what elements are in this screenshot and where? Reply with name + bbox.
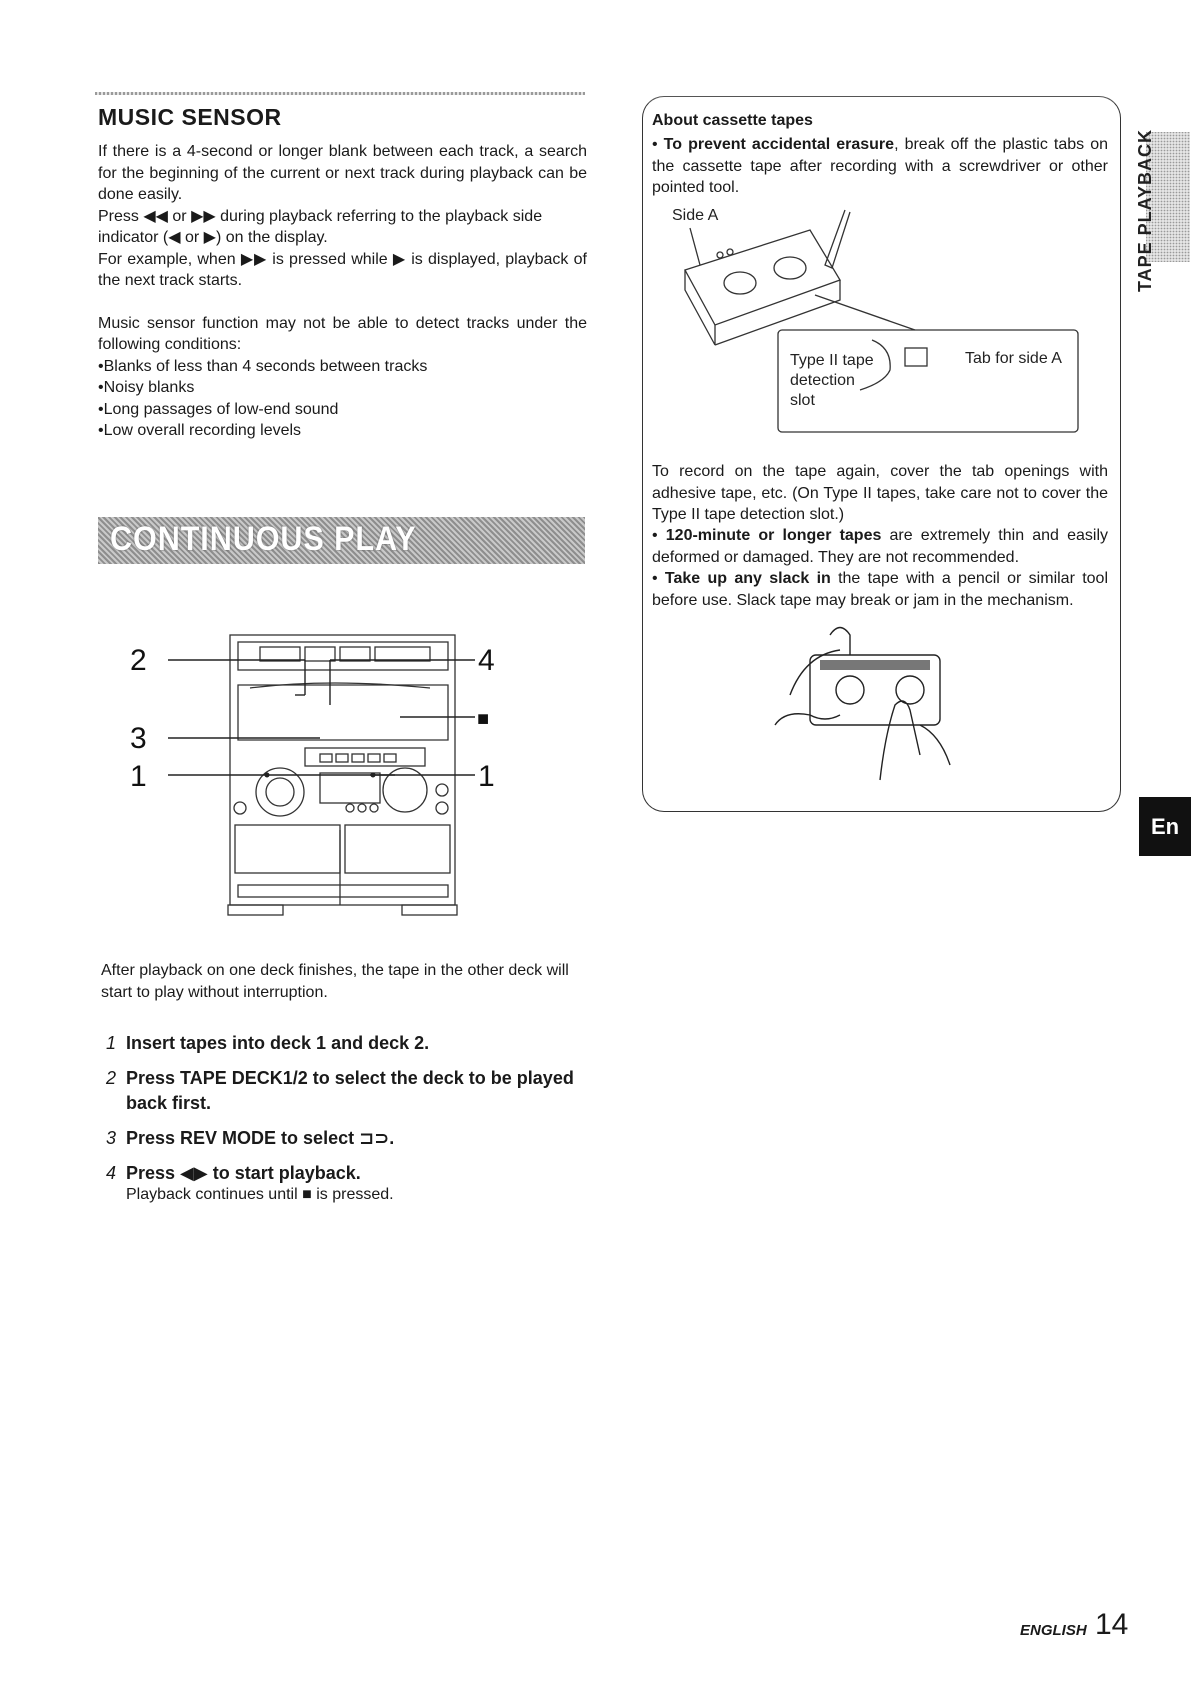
bullet-3-bold: Take up any slack in: [664, 570, 831, 587]
music-sensor-heading: MUSIC SENSOR: [98, 104, 282, 130]
list-item: • Long passages of low-end sound: [98, 399, 587, 421]
step-1: [106, 1031, 592, 1056]
music-sensor-body: [98, 141, 587, 442]
screwdriver-icon: [825, 210, 850, 268]
callout-stop: ■: [477, 708, 490, 730]
unit-body: [230, 635, 455, 905]
step-text: Press TAPE DECK1/2 to select the deck to be played back first.: [126, 1068, 574, 1113]
music-sensor-para4: Music sensor function may not be able to detect tracks under the following conditions:: [98, 314, 587, 353]
step-number: 4: [106, 1163, 117, 1183]
bullet-1-rest: , break off the plastic tabs on the cassette tape after recording with a screwdriver or other pointed tool.: [652, 136, 1108, 196]
stereo-unit-illustration: [130, 630, 550, 930]
step-4: [106, 1161, 592, 1186]
callout-2: 2: [130, 644, 147, 677]
music-sensor-para1: If there is a 4-second or longer blank between each track, a search for the beginning of the current or next track during playback can be done easily.: [98, 143, 587, 203]
step-number: 3: [106, 1128, 117, 1148]
step-number: 2: [106, 1068, 117, 1088]
list-item: • Noisy blanks: [98, 377, 587, 399]
cassette-body: [685, 230, 840, 325]
label-detection: detection: [790, 372, 855, 389]
deck-1: [235, 825, 340, 873]
bullet-3-rest: the tape with a pencil or similar tool before use. Slack tape may break or jam in the mechanism.: [652, 570, 1108, 609]
step-text: Press REV MODE to select ⊐⊃.: [126, 1128, 395, 1148]
bullet-2-rest: are extremely thin and easily deformed or damaged. They are not recommended.: [652, 527, 1109, 566]
conditions-list: [98, 356, 587, 442]
callout-4: 4: [478, 644, 495, 677]
continuous-play-heading: CONTINUOUS PLAY: [110, 520, 417, 558]
label-tab-side-a: Tab for side A: [965, 350, 1062, 367]
music-sensor-para2: Press ◀◀ or ▶▶ during playback referring to the playback side indicator (◀ or ▶) on the display.: [98, 207, 543, 246]
language-tab: En: [1139, 797, 1191, 856]
label-type2: Type II tape: [790, 352, 874, 369]
steps-list: [106, 1031, 592, 1204]
cassette-bullet-2: • 120-minute or longer tapes are extremely thin and easily deformed or damaged. They are not recommended.: [652, 527, 1109, 566]
music-sensor-para3: For example, when ▶▶ is pressed while ▶ is displayed, playback of the next track starts.: [98, 250, 588, 289]
section-rule: [95, 92, 585, 95]
cassette-bullet-3: • Take up any slack in the tape with a pencil or similar tool before use. Slack tape may break or jam in the mechanism.: [652, 570, 1108, 609]
deck-2: [345, 825, 450, 873]
list-item: • Blanks of less than 4 seconds between tracks: [98, 356, 587, 378]
step-number: 1: [106, 1033, 117, 1053]
list-item: • Low overall recording levels: [98, 420, 587, 442]
slack-take-up-illustration: [770, 615, 970, 790]
step-2: [106, 1066, 592, 1116]
callout-1-left: 1: [130, 760, 147, 793]
footer-language: ENGLISH: [1020, 1622, 1087, 1639]
bullet-1-bold: To prevent accidental erasure: [663, 136, 895, 153]
label-side-a: Side A: [672, 207, 719, 224]
cassette-tab-figure: [660, 200, 1100, 445]
cassette-record-para: [652, 461, 1108, 526]
step-text: Insert tapes into deck 1 and deck 2.: [126, 1033, 430, 1053]
step-text: Press ◀▶ to start playback.: [126, 1163, 361, 1183]
step-4-note: Playback continues until ■ is pressed.: [126, 1186, 394, 1203]
page-number: 14: [1095, 1608, 1129, 1641]
continuous-intro: After playback on one deck finishes, the tape in the other deck will start to play without interruption.: [101, 962, 569, 1001]
label-slot: slot: [790, 392, 815, 409]
record-para: To record on the tape again, cover the tab openings with adhesive tape, etc. (On Type II tapes, take care not to cover the Type II tape detection slot.): [652, 463, 1108, 523]
cassette-bullet-1: • To prevent accidental erasure, break off the plastic tabs on the cassette tape after recording with a screwdriver or other pointed tool.: [652, 136, 1108, 196]
side-tab-label: TAPE PLAYBACK: [1135, 128, 1155, 292]
callout-3: 3: [130, 722, 147, 755]
cassette-note-title: About cassette tapes: [652, 112, 813, 129]
pencil-hand: [880, 701, 920, 780]
step-3: [106, 1126, 592, 1151]
bullet-2-bold: 120-minute or longer tapes: [665, 527, 882, 544]
callout-1-right: 1: [478, 760, 495, 793]
